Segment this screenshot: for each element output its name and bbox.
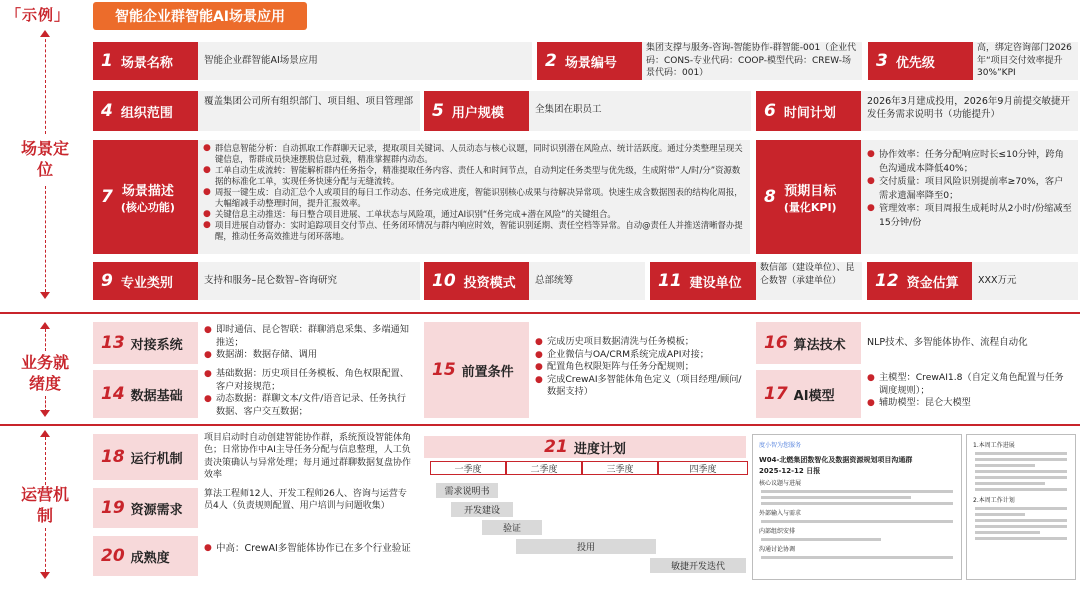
label-category bbox=[93, 262, 198, 300]
value-kpi bbox=[861, 140, 1078, 254]
item-number: 12 bbox=[875, 271, 899, 291]
text-line bbox=[975, 537, 1067, 540]
item-label: 进度计划 bbox=[573, 441, 626, 457]
item-number: 9 bbox=[101, 271, 113, 291]
bullet-item: ● 辅助模型：昆仑大模型 bbox=[867, 397, 1072, 410]
report-heading: 沟通讨论协调 bbox=[759, 546, 796, 553]
label-progress-plan bbox=[424, 436, 746, 458]
item-number: 8 bbox=[764, 187, 776, 207]
value-builder: 数信部（建设单位）、昆仑数智（承建单位） bbox=[756, 262, 862, 300]
text-line bbox=[761, 538, 881, 541]
text-line bbox=[761, 520, 953, 523]
value-algorithm: NLP技术、多智能体协作、流程自动化 bbox=[861, 322, 1078, 364]
rail-line-2 bbox=[45, 186, 46, 292]
item-number: 4 bbox=[101, 101, 113, 121]
item-number: 18 bbox=[101, 447, 125, 467]
bullet-item: ● 工单自动生成流转：智能解析群内任务指令，精准提取任务内容、责任人和时间节点，自动判定任务类型与优先级，生成附带“人/时/分”资源数据的标准化工单，实现任务快速分配与无缝流转。 bbox=[203, 165, 745, 187]
weekly-report-screenshot bbox=[966, 434, 1076, 580]
item-label: 建设单位 bbox=[689, 275, 742, 291]
bullet-item: ● 基础数据：历史项目任务模板、角色权限配置、客户对接规范； bbox=[204, 368, 412, 393]
report-heading: 内部组织安排 bbox=[759, 528, 796, 535]
item-number: 20 bbox=[101, 546, 125, 566]
label-kpi bbox=[756, 140, 861, 254]
bullet-item: ● 项目进展自动督办：实时追踪项目交付节点、任务闭环情况与群内响应时效，智能识别延期、责任空档等异常。自动@责任人并推送清晰督办提醒，推动任务高效推进与闭环落地。 bbox=[203, 220, 745, 242]
gantt-task-bar: 需求说明书 bbox=[436, 483, 498, 498]
item-number: 14 bbox=[101, 384, 125, 404]
label-run-mechanism bbox=[93, 434, 198, 480]
bullet-item: ● 周报一键生成：自动汇总个人或项目的每日工作动态、任务完成进度，智能识别核心成果与待解决异常项。快速生成含数据图表的结构化周报，大幅缩减手动整理时间，提升汇报效率。 bbox=[203, 187, 745, 209]
bullet-item: ● 动态数据：群聊文本/文件/语音记录、任务执行数据、客户交互数据； bbox=[204, 393, 412, 418]
bullet-item: ● 主模型：CrewAI1.8（自定义角色配置与任务调度规则）； bbox=[867, 372, 1072, 397]
rail-line-1 bbox=[45, 34, 46, 134]
value-schedule: 2026年3月建成投用，2026年9月前提交敏捷开发任务需求说明书（功能提升） bbox=[861, 91, 1078, 131]
bullet-item: ● 即时通信、昆仑智联：群聊消息采集、多端通知推送； bbox=[204, 324, 412, 349]
value-scene-name: 智能企业群智能AI场景应用 bbox=[198, 42, 532, 80]
rail-line-3 bbox=[45, 329, 46, 351]
item-number: 19 bbox=[101, 498, 125, 518]
label-user-scale bbox=[424, 91, 529, 131]
text-line bbox=[975, 464, 1035, 467]
bullet-item: ● 中高：CrewAI多智能体协作已在多个行业验证 bbox=[204, 542, 412, 555]
value-category: 支持和服务–昆仑数智–咨询研究 bbox=[198, 262, 420, 300]
label-preconditions bbox=[424, 322, 529, 418]
value-invest-mode: 总部统筹 bbox=[529, 262, 645, 300]
item-sublabel: (核心功能) bbox=[120, 200, 175, 214]
report-title: W04-北燃集团数智化及数据资源规划项目沟通群 bbox=[759, 456, 913, 464]
gantt-task-bar: 验证 bbox=[482, 520, 542, 535]
text-line bbox=[975, 519, 1067, 522]
text-line bbox=[761, 496, 911, 499]
section-title-positioning: 场景定位 bbox=[20, 139, 69, 179]
item-label: 场景描述 bbox=[121, 183, 174, 199]
item-number: 7 bbox=[101, 187, 113, 207]
text-line bbox=[975, 476, 1067, 479]
text-line bbox=[975, 531, 1040, 534]
rail-arrow-down-icon bbox=[40, 572, 50, 579]
report-date: 2025-12-12 日报 bbox=[759, 467, 821, 475]
bullet-item: ● 完成历史项目数据清洗与任务模板； bbox=[535, 336, 745, 349]
item-label: 用户规模 bbox=[451, 105, 504, 121]
item-sublabel: (量化KPI) bbox=[783, 200, 837, 214]
value-systems bbox=[198, 322, 418, 364]
text-line bbox=[975, 507, 1067, 510]
report-heading: 外部输入与需求 bbox=[759, 510, 802, 517]
item-label: 运行机制 bbox=[130, 451, 183, 467]
text-line bbox=[975, 488, 1067, 491]
item-label: 资源需求 bbox=[130, 502, 183, 518]
bot-name: 度小智为您服务 bbox=[759, 442, 802, 449]
value-user-scale: 全集团在职员工 bbox=[529, 91, 751, 131]
text-line bbox=[975, 458, 1067, 461]
section-divider-2 bbox=[0, 424, 1080, 426]
bullet-item: ● 企业微信与OA/CRM系统完成API对接； bbox=[535, 349, 745, 362]
rail-arrow-up-icon bbox=[40, 322, 50, 329]
item-label: 算法技术 bbox=[793, 337, 846, 353]
item-label: AI模型 bbox=[793, 388, 835, 404]
value-priority: 高，绑定咨询部门2026年“项目交付效率提升30%”KPI bbox=[973, 42, 1078, 80]
value-org-scope: 覆盖集团公司所有组织部门、项目组、项目管理部 bbox=[198, 91, 420, 131]
label-algorithm bbox=[756, 322, 861, 364]
label-priority bbox=[868, 42, 973, 80]
gantt-task-bar: 开发建设 bbox=[451, 502, 513, 517]
item-number: 16 bbox=[764, 333, 788, 353]
value-ai-model bbox=[861, 372, 1078, 418]
item-number: 2 bbox=[545, 51, 557, 71]
label-scene-id bbox=[537, 42, 642, 80]
text-line bbox=[975, 482, 1045, 485]
item-label: 前置条件 bbox=[461, 364, 514, 380]
value-run-mechanism: 项目启动时自动创建智能协作群，系统预设智能体角色；日常协作中AI主导任务分配与信息整理，人工负责决策确认与异常处理；每月通过群聊数据复盘协作效率 bbox=[198, 432, 418, 484]
report-heading: 2.本周工作计划 bbox=[973, 497, 1015, 504]
chat-report-screenshot bbox=[752, 434, 962, 580]
gantt-quarter: 二季度 bbox=[506, 461, 582, 475]
item-label: 成熟度 bbox=[130, 550, 170, 566]
label-resources bbox=[93, 488, 198, 528]
label-budget bbox=[867, 262, 972, 300]
item-label: 组织范围 bbox=[120, 105, 173, 121]
item-number: 13 bbox=[101, 333, 125, 353]
item-label: 对接系统 bbox=[130, 337, 183, 353]
section-title-readiness: 业务就绪度 bbox=[20, 353, 69, 393]
label-org-scope bbox=[93, 91, 198, 131]
rail-arrow-up-icon bbox=[40, 430, 50, 437]
rail-arrow-down-icon bbox=[40, 292, 50, 299]
text-line bbox=[975, 470, 1067, 473]
bullet-item: ● 管理效率：项目周报生成耗时从2小时/份缩减至15分钟/份 bbox=[867, 202, 1072, 229]
gantt-task-bar: 投用 bbox=[516, 539, 656, 554]
label-schedule bbox=[756, 91, 861, 131]
item-number: 5 bbox=[432, 101, 444, 121]
item-number: 11 bbox=[658, 271, 682, 291]
text-line bbox=[975, 452, 1067, 455]
item-label: 场景名称 bbox=[120, 55, 173, 71]
gantt-task-bar: 敏捷开发迭代 bbox=[650, 558, 746, 573]
item-label: 数据基础 bbox=[130, 388, 183, 404]
label-ai-model bbox=[756, 370, 861, 418]
gantt-quarter: 一季度 bbox=[430, 461, 506, 475]
text-line bbox=[975, 525, 1067, 528]
text-line bbox=[761, 502, 953, 505]
gantt-quarter: 三季度 bbox=[582, 461, 658, 475]
item-number: 21 bbox=[544, 437, 568, 457]
page-title: 智能企业群智能AI场景应用 bbox=[93, 2, 307, 30]
item-number: 10 bbox=[432, 271, 456, 291]
item-label: 投资模式 bbox=[463, 275, 516, 291]
item-number: 6 bbox=[764, 101, 776, 121]
item-number: 3 bbox=[876, 51, 888, 71]
gantt-quarter: 四季度 bbox=[658, 461, 748, 475]
value-maturity bbox=[198, 538, 418, 576]
text-line bbox=[761, 490, 953, 493]
value-data-base bbox=[198, 368, 418, 420]
item-number: 17 bbox=[764, 384, 788, 404]
rail-arrow-down-icon bbox=[40, 410, 50, 417]
label-builder bbox=[650, 262, 756, 300]
value-scene-id: 集团支撑与服务-咨询-智能协作-群智能-001（企业代码：CONS-专业代码：COOP-模型代码：CREW-场景代码：001） bbox=[642, 42, 862, 80]
bullet-item: ● 交付质量：项目风险识别提前率≥70%，客户需求遗漏率降至0； bbox=[867, 175, 1072, 202]
report-heading: 核心议题与进展 bbox=[759, 480, 802, 487]
label-scene-name bbox=[93, 42, 198, 80]
rail-line-5 bbox=[45, 437, 46, 485]
bullet-item: ● 协作效率：任务分配响应时长≤10分钟，跨角色沟通成本降低40%； bbox=[867, 148, 1072, 175]
item-label: 资金估算 bbox=[906, 275, 959, 291]
value-resources: 算法工程师12人、开发工程师26人、咨询与运营专员4人（负责规则配置、用户培训与问题收集） bbox=[198, 488, 418, 530]
report-heading: 1.本周工作进展 bbox=[973, 442, 1015, 449]
label-systems bbox=[93, 322, 198, 364]
text-line bbox=[975, 513, 1025, 516]
item-label: 优先级 bbox=[895, 55, 935, 71]
item-label: 场景编号 bbox=[564, 55, 617, 71]
label-maturity bbox=[93, 536, 198, 576]
value-scene-desc bbox=[198, 140, 750, 254]
label-invest-mode bbox=[424, 262, 529, 300]
bullet-item: ● 关键信息主动推送：每日整合项目进展、工单状态与风险项，通过AI识别“任务完成+潜在风险”的关键组合。 bbox=[203, 209, 745, 220]
section-title-operation: 运营机制 bbox=[20, 485, 69, 525]
bullet-item: ● 配置角色权限矩阵与任务分配规则； bbox=[535, 361, 745, 374]
value-preconditions bbox=[529, 336, 751, 406]
bullet-item: ● 数据湖：数据存储、调用 bbox=[204, 349, 412, 362]
item-label: 时间计划 bbox=[783, 105, 836, 121]
item-number: 15 bbox=[432, 360, 456, 380]
item-number: 1 bbox=[101, 51, 113, 71]
label-scene-desc bbox=[93, 140, 198, 254]
example-tag: 「示例」 bbox=[6, 6, 71, 24]
item-label: 专业类别 bbox=[120, 275, 173, 291]
bullet-item: ● 完成CrewAI多智能体角色定义（项目经理/顾问/数据支持） bbox=[535, 374, 745, 399]
text-line bbox=[761, 556, 953, 559]
rail-line-6 bbox=[45, 528, 46, 572]
item-label: 预期目标 bbox=[784, 183, 837, 199]
bullet-item: ● 群信息智能分析：自动抓取工作群聊天记录，提取项目关键词、人员动态与核心议题，同时识别潜在风险点、统计活跃度。通过分类整理呈现关键信息，帮群成员快速摆脱信息过载，精准掌握群内动态。 bbox=[203, 143, 745, 165]
section-divider-1 bbox=[0, 312, 1080, 314]
rail-arrow-up-icon bbox=[40, 30, 50, 37]
label-data-base bbox=[93, 370, 198, 418]
value-budget: XXX万元 bbox=[972, 262, 1078, 300]
